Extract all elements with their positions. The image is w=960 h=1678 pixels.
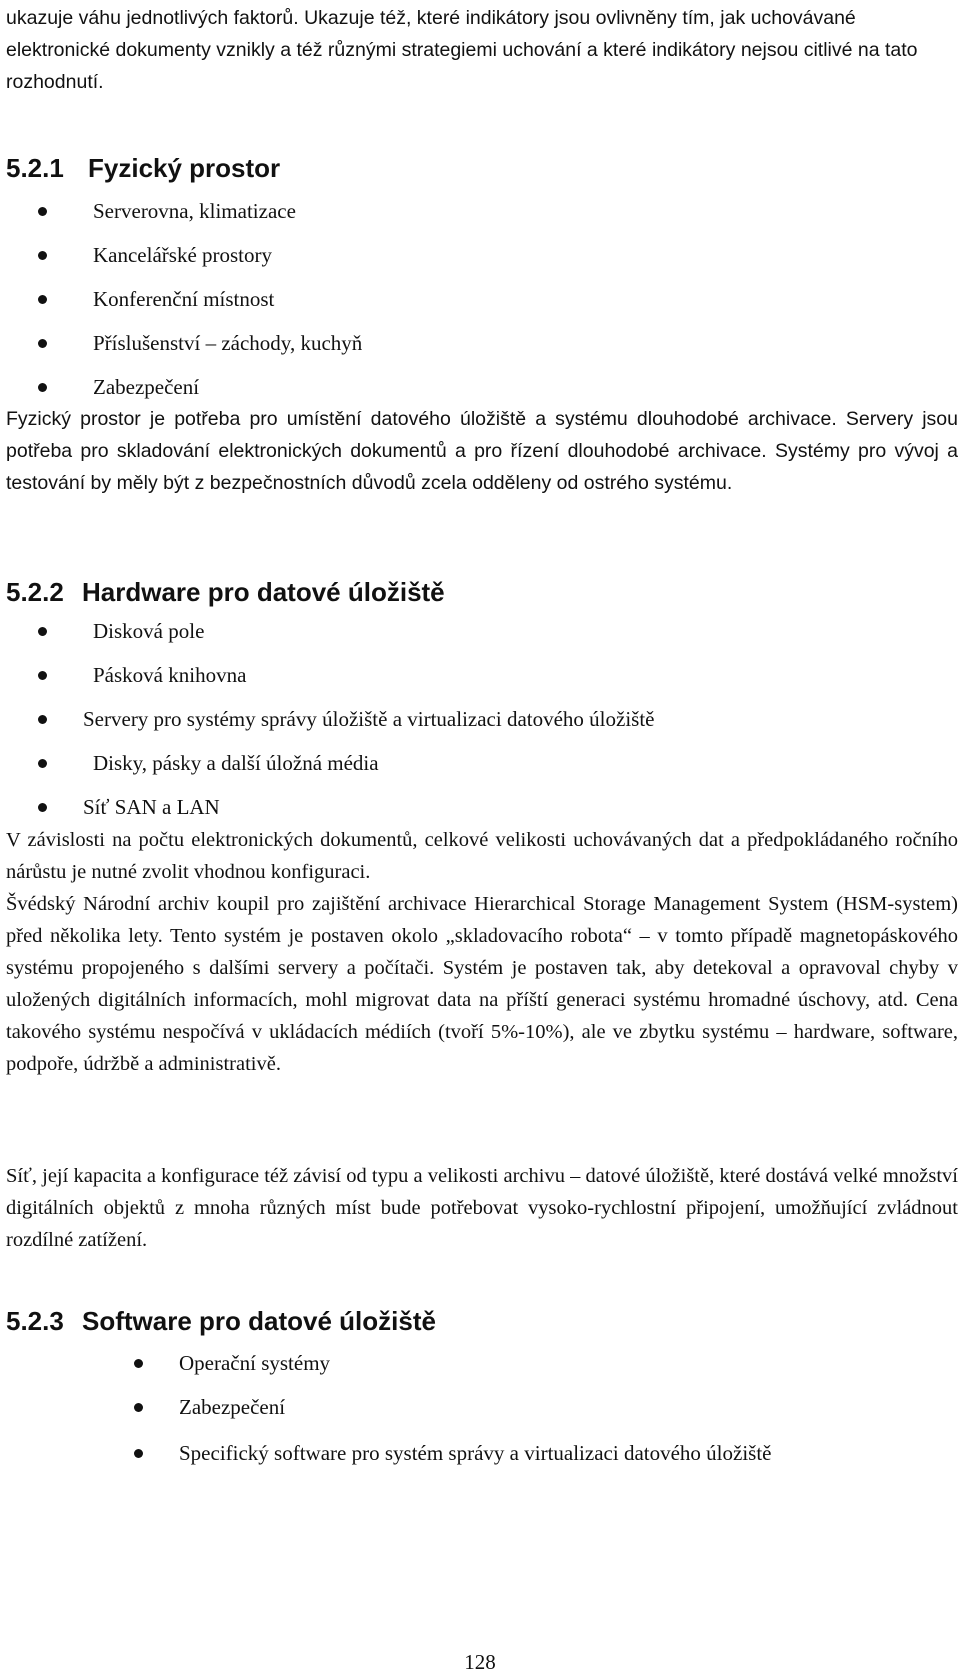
list-item [38,198,362,224]
list-item-text: Operační systémy [179,1351,331,1375]
list-software [134,1350,954,1468]
list-item-text: Disková pole [93,619,205,643]
list-item-text: Zabezpečení [93,375,200,399]
list-item-text: Příslušenství – záchody, kuchyň [93,331,363,355]
heading-title: Hardware pro datové úložiště [82,577,445,607]
bullet-icon [38,339,47,348]
heading-number: 5.2.2 [6,577,64,607]
heading-5-2-3 [6,1306,436,1336]
list-item [134,1350,954,1376]
hardware-paragraph-3: Síť, její kapacita a konfigurace též závisí od typu a velikosti archivu – datové úložiště, které dostává velké množství digitálních objektů z mnoha různých míst bude potřebovat vysoko-rychlostní připojení, umožňující zvládnout rozdílné zatížení. [6,1165,958,1251]
list-item [38,618,655,644]
list-item-text: Síť SAN a LAN [83,795,220,819]
list-item-text: Serverovna, klimatizace [93,199,296,223]
bullet-icon [38,759,47,768]
list-item [38,242,362,268]
list-item-text: Zabezpečení [179,1395,286,1419]
heading-title: Software pro datové úložiště [82,1306,436,1336]
bullet-icon [38,715,47,724]
list-item-text: Disky, pásky a další úložná média [93,751,379,775]
bullet-icon [38,383,47,392]
heading-5-2-1 [6,153,280,183]
bullet-icon [38,251,47,260]
list-item [38,374,362,400]
bullet-icon [38,207,47,216]
page-number: 128 [464,1650,496,1674]
list-item [38,662,655,688]
physical-space-paragraph: Fyzický prostor je potřeba pro umístění datového úložiště a systému dlouhodobé archivace. Servery jsou potřeba pro skladování elektronických dokumentů a pro řízení dlouhodobé archivace. Systémy pro vývoj a testování by měly být z bezpečnostních důvodů zcela odděleny od ostrého systému. [6,408,958,494]
list-item [134,1394,954,1420]
list-item [38,286,362,312]
bullet-icon [134,1449,143,1458]
list-item [38,706,655,732]
bullet-icon [38,803,47,812]
list-hardware [38,618,655,820]
list-physical-space [38,198,362,400]
list-item-text: Kancelářské prostory [93,243,273,267]
hardware-paragraph-1: V závislosti na počtu elektronických dokumentů, celkové velikosti uchovávaných dat a předpokládaného ročního nárůstu je nutné zvolit vhodnou konfiguraci. [6,829,958,883]
list-item-text: Pásková knihovna [93,663,247,687]
list-item [38,750,655,776]
list-item-text: Konferenční místnost [93,287,275,311]
list-item [134,1438,954,1468]
bullet-icon [134,1359,143,1368]
list-item-text: Specifický software pro systém správy a virtualizaci datového úložiště [179,1441,772,1465]
heading-title: Fyzický prostor [88,153,281,183]
bullet-icon [38,627,47,636]
hardware-paragraph-2: Švédský Národní archiv koupil pro zajištění archivace Hierarchical Storage Management System (HSM-system) před několika lety. Tento systém je postaven okolo „skladovacího robota“ – v tomto případě magnetopáskového systému propojeného s dalšími servery a počítači. Systém je postaven tak, aby detekoval a opravoval chyby v uložených digitálních informacích, mohl migrovat data na příští generaci systému hromadné úschovy, atd. Cena takového systému nespočívá v ukládacích médiích (tvoří 5%-10%), ale ve zbytku systému – hardware, software, podpoře, údržbě a administrativě. [6,893,958,1075]
heading-number: 5.2.1 [6,153,64,183]
heading-number: 5.2.3 [6,1306,64,1336]
bullet-icon [38,671,47,680]
bullet-icon [38,295,47,304]
intro-paragraph: ukazuje váhu jednotlivých faktorů. Ukazuje též, které indikátory jsou ovlivněny tím, jak uchovávané elektronické dokumenty vznikly a též různými strategiemi uchování a které indikátory nejsou citlivé na tato rozhodnutí. [6,7,918,93]
list-item [38,330,362,356]
list-item [38,794,655,820]
heading-5-2-2 [6,577,445,607]
bullet-icon [134,1403,143,1412]
list-item-text: Servery pro systémy správy úložiště a virtualizaci datového úložiště [83,707,655,731]
